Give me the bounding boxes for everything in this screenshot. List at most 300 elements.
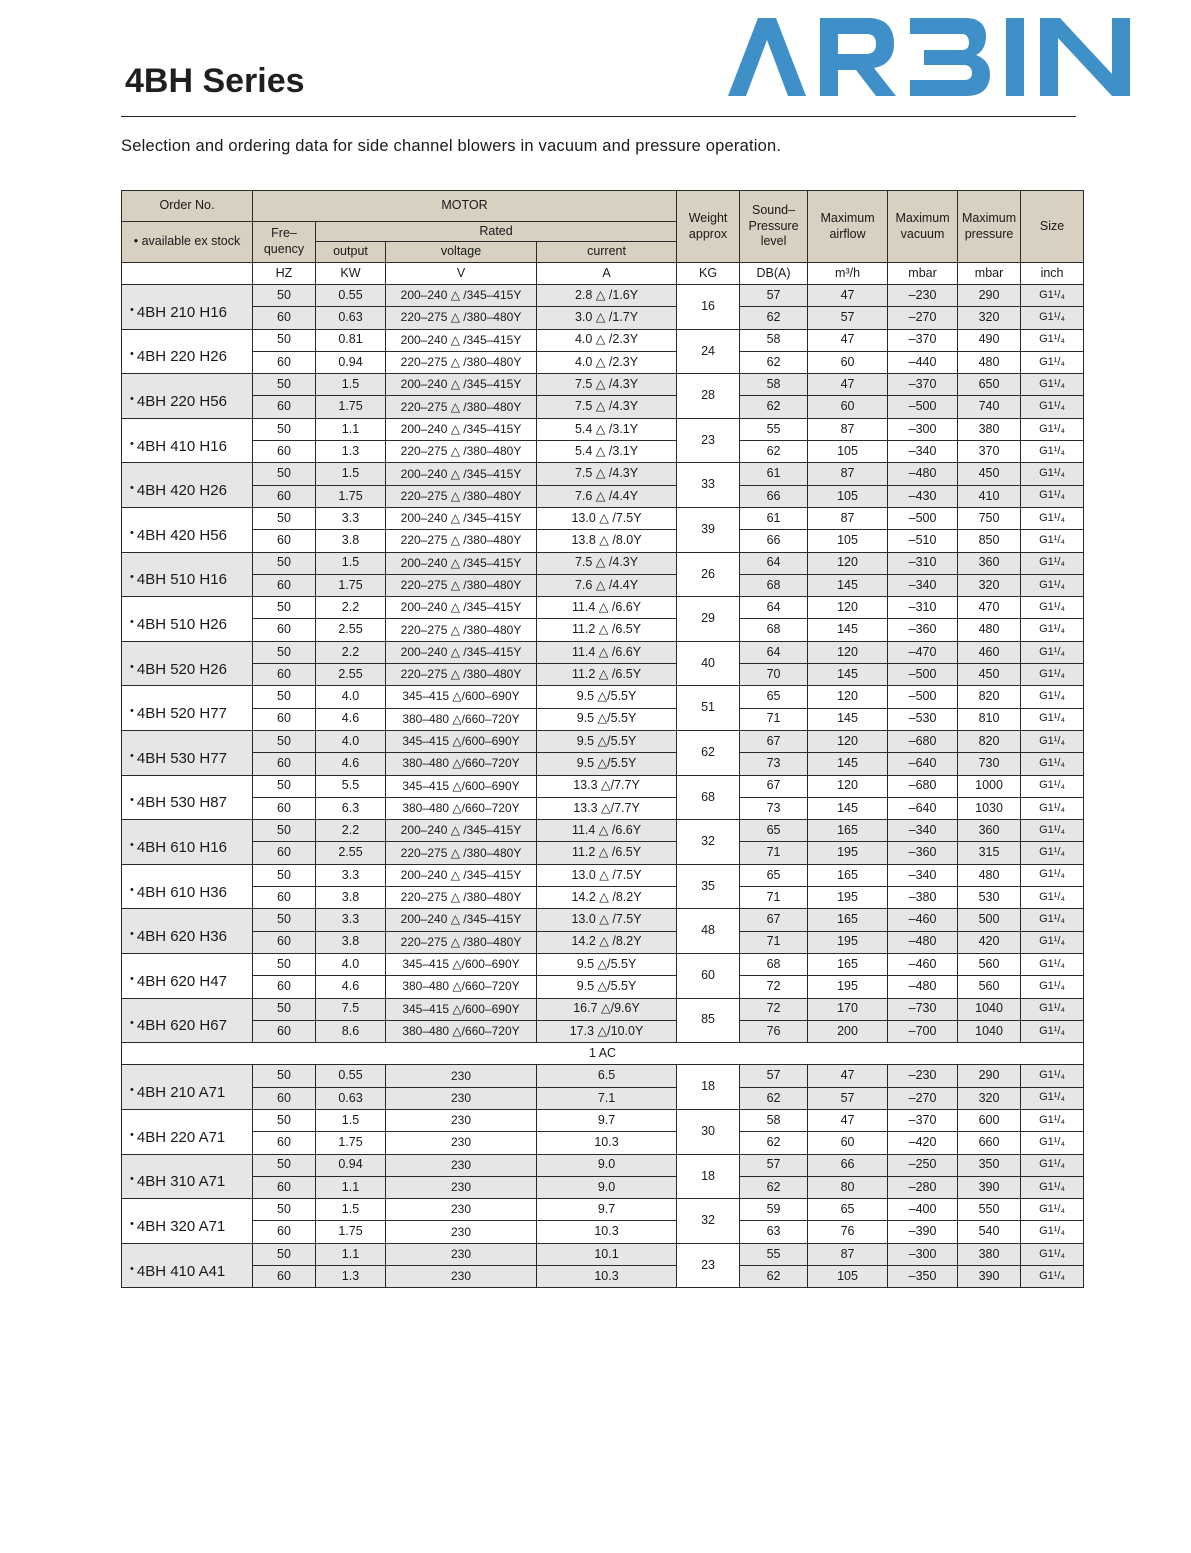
stock-bullet-icon: •: [130, 571, 134, 584]
model-cell: [122, 552, 253, 597]
frequency-cell: 50: [253, 1065, 316, 1087]
voltage-cell: 200–240 △ /345–415Y: [386, 864, 537, 886]
voltage-cell: 220–275 △ /380–480Y: [386, 574, 537, 596]
stock-bullet-icon: •: [130, 660, 134, 673]
sound-cell: 61: [740, 507, 808, 529]
frequency-cell: 50: [253, 1243, 316, 1265]
vacuum-cell: –390: [888, 1221, 958, 1243]
current-cell: 4.0 △ /2.3Y: [537, 351, 677, 373]
output-cell: 1.5: [316, 1109, 386, 1131]
output-header: output: [316, 242, 386, 263]
output-cell: 1.75: [316, 574, 386, 596]
output-cell: 4.6: [316, 708, 386, 730]
table-row: [122, 463, 1084, 485]
vacuum-cell: –230: [888, 1065, 958, 1087]
frequency-cell: 60: [253, 753, 316, 775]
voltage-cell: 380–480 △/660–720Y: [386, 708, 537, 730]
voltage-cell: 230: [386, 1221, 537, 1243]
table-row: [122, 887, 1084, 909]
stock-bullet-icon: •: [130, 526, 134, 539]
current-cell: 9.5 △/5.5Y: [537, 753, 677, 775]
weight-cell: 18: [677, 1154, 740, 1199]
output-cell: 6.3: [316, 797, 386, 819]
size-cell: G1¹/₄: [1021, 441, 1084, 463]
output-cell: 1.5: [316, 552, 386, 574]
airflow-cell: 200: [808, 1020, 888, 1042]
pressure-cell: 810: [958, 708, 1021, 730]
output-cell: 1.1: [316, 418, 386, 440]
stock-bullet-icon: •: [130, 838, 134, 851]
size-cell: G1¹/₄: [1021, 329, 1084, 351]
frequency-cell: 60: [253, 307, 316, 329]
pressure-cell: 320: [958, 1087, 1021, 1109]
current-cell: 14.2 △ /8.2Y: [537, 931, 677, 953]
units-row: [122, 263, 1084, 285]
sound-cell: 57: [740, 285, 808, 307]
output-cell: 0.63: [316, 1087, 386, 1109]
output-cell: 1.75: [316, 1221, 386, 1243]
table-row: [122, 953, 1084, 975]
frequency-cell: 60: [253, 664, 316, 686]
pressure-cell: 360: [958, 552, 1021, 574]
frequency-cell: 50: [253, 552, 316, 574]
airflow-cell: 145: [808, 797, 888, 819]
table-row: [122, 507, 1084, 529]
output-cell: 1.75: [316, 1132, 386, 1154]
size-cell: G1¹/₄: [1021, 418, 1084, 440]
sound-cell: 71: [740, 931, 808, 953]
current-cell: 11.2 △ /6.5Y: [537, 619, 677, 641]
airflow-cell: 105: [808, 441, 888, 463]
stock-bullet-icon: •: [130, 1173, 134, 1186]
airflow-cell: 47: [808, 329, 888, 351]
airflow-cell: 195: [808, 887, 888, 909]
voltage-cell: 230: [386, 1087, 537, 1109]
size-cell: G1¹/₄: [1021, 730, 1084, 752]
frequency-cell: 60: [253, 842, 316, 864]
airflow-cell: 87: [808, 463, 888, 485]
sound-cell: 68: [740, 574, 808, 596]
output-cell: 0.94: [316, 351, 386, 373]
pressure-cell: 740: [958, 396, 1021, 418]
frequency-cell: 60: [253, 887, 316, 909]
output-cell: 0.55: [316, 285, 386, 307]
vacuum-cell: –340: [888, 574, 958, 596]
model-name: 4BH 620 H47: [136, 972, 227, 990]
current-cell: 7.5 △ /4.3Y: [537, 463, 677, 485]
table-row: [122, 619, 1084, 641]
size-cell: G1¹/₄: [1021, 619, 1084, 641]
airflow-cell: 120: [808, 641, 888, 663]
table-row: [122, 418, 1084, 440]
voltage-cell: 220–275 △ /380–480Y: [386, 619, 537, 641]
airflow-cell: 60: [808, 351, 888, 373]
vacuum-cell: –680: [888, 775, 958, 797]
voltage-cell: 345–415 △/600–690Y: [386, 953, 537, 975]
vacuum-cell: –360: [888, 842, 958, 864]
stock-bullet-icon: •: [130, 928, 134, 941]
current-cell: 2.8 △ /1.6Y: [537, 285, 677, 307]
sound-cell: 66: [740, 530, 808, 552]
frequency-cell: 50: [253, 641, 316, 663]
sound-cell: 58: [740, 1109, 808, 1131]
unit-order-no: [122, 263, 253, 285]
model-cell: [122, 285, 253, 330]
airflow-cell: 145: [808, 664, 888, 686]
airflow-cell: 120: [808, 552, 888, 574]
voltage-cell: 220–275 △ /380–480Y: [386, 530, 537, 552]
sound-cell: 62: [740, 1132, 808, 1154]
airflow-cell: 195: [808, 931, 888, 953]
size-cell: G1¹/₄: [1021, 597, 1084, 619]
stock-bullet-icon: •: [130, 1084, 134, 1097]
output-cell: 4.0: [316, 686, 386, 708]
available-note-header: • available ex stock: [122, 222, 253, 263]
vacuum-cell: –460: [888, 953, 958, 975]
voltage-cell: 200–240 △ /345–415Y: [386, 597, 537, 619]
size-cell: G1¹/₄: [1021, 285, 1084, 307]
size-cell: G1¹/₄: [1021, 887, 1084, 909]
model-cell: [122, 597, 253, 642]
sound-cell: 58: [740, 329, 808, 351]
current-cell: 5.4 △ /3.1Y: [537, 441, 677, 463]
voltage-cell: 220–275 △ /380–480Y: [386, 351, 537, 373]
table-row: [122, 730, 1084, 752]
sound-cell: 68: [740, 953, 808, 975]
voltage-cell: 200–240 △ /345–415Y: [386, 507, 537, 529]
model-name: 4BH 620 H36: [136, 928, 227, 946]
weight-cell: 48: [677, 909, 740, 954]
model-cell: [122, 820, 253, 865]
frequency-cell: 60: [253, 530, 316, 552]
weight-cell: 32: [677, 1199, 740, 1244]
vacuum-cell: –430: [888, 485, 958, 507]
size-cell: G1¹/₄: [1021, 1154, 1084, 1176]
frequency-cell: 50: [253, 285, 316, 307]
sound-cell: 59: [740, 1199, 808, 1221]
voltage-cell: 380–480 △/660–720Y: [386, 976, 537, 998]
voltage-cell: 230: [386, 1266, 537, 1288]
output-cell: 0.94: [316, 1154, 386, 1176]
current-cell: 9.7: [537, 1109, 677, 1131]
current-cell: 9.5 △/5.5Y: [537, 730, 677, 752]
sound-cell: 55: [740, 418, 808, 440]
current-cell: 10.3: [537, 1221, 677, 1243]
sound-cell: 72: [740, 976, 808, 998]
current-cell: 9.5 △/5.5Y: [537, 953, 677, 975]
pressure-cell: 660: [958, 1132, 1021, 1154]
vacuum-cell: –310: [888, 552, 958, 574]
airflow-cell: 65: [808, 1199, 888, 1221]
current-cell: 7.5 △ /4.3Y: [537, 396, 677, 418]
size-cell: G1¹/₄: [1021, 641, 1084, 663]
model-cell: [122, 418, 253, 463]
stock-bullet-icon: •: [130, 393, 134, 406]
airflow-cell: 57: [808, 307, 888, 329]
frequency-cell: 60: [253, 396, 316, 418]
frequency-cell: 60: [253, 351, 316, 373]
current-cell: 7.5 △ /4.3Y: [537, 552, 677, 574]
voltage-cell: 230: [386, 1132, 537, 1154]
airflow-header: Maximum airflow: [808, 191, 888, 263]
pressure-cell: 750: [958, 507, 1021, 529]
sound-cell: 57: [740, 1065, 808, 1087]
frequency-cell: 60: [253, 1132, 316, 1154]
sound-cell: 67: [740, 775, 808, 797]
vacuum-cell: –500: [888, 396, 958, 418]
current-cell: 11.2 △ /6.5Y: [537, 664, 677, 686]
pressure-cell: 290: [958, 1065, 1021, 1087]
size-cell: G1¹/₄: [1021, 998, 1084, 1020]
size-cell: G1¹/₄: [1021, 1065, 1084, 1087]
voltage-cell: 220–275 △ /380–480Y: [386, 307, 537, 329]
output-cell: 2.2: [316, 641, 386, 663]
voltage-cell: 200–240 △ /345–415Y: [386, 641, 537, 663]
vacuum-cell: –500: [888, 686, 958, 708]
airflow-cell: 47: [808, 285, 888, 307]
stock-bullet-icon: •: [130, 883, 134, 896]
output-cell: 1.1: [316, 1176, 386, 1198]
table-row: [122, 396, 1084, 418]
airflow-cell: 87: [808, 1243, 888, 1265]
model-name: 4BH 410 A41: [136, 1262, 226, 1280]
pressure-cell: 480: [958, 619, 1021, 641]
model-name: 4BH 620 H67: [136, 1017, 227, 1035]
sound-cell: 62: [740, 1176, 808, 1198]
airflow-cell: 47: [808, 1109, 888, 1131]
airflow-cell: 76: [808, 1221, 888, 1243]
output-cell: 1.1: [316, 1243, 386, 1265]
frequency-cell: 50: [253, 1109, 316, 1131]
stock-bullet-icon: •: [130, 616, 134, 628]
model-cell: [122, 1199, 253, 1244]
model-name: 4BH 220 H26: [136, 348, 227, 366]
size-cell: G1¹/₄: [1021, 530, 1084, 552]
frequency-cell: 50: [253, 730, 316, 752]
table-header: [122, 191, 1084, 285]
unit-current: A: [537, 263, 677, 285]
output-cell: 4.0: [316, 953, 386, 975]
voltage-cell: 220–275 △ /380–480Y: [386, 485, 537, 507]
vacuum-cell: –310: [888, 597, 958, 619]
table-row: [122, 775, 1084, 797]
vacuum-cell: –340: [888, 864, 958, 886]
model-name: 4BH 530 H87: [136, 794, 227, 812]
weight-cell: 51: [677, 686, 740, 731]
voltage-cell: 200–240 △ /345–415Y: [386, 552, 537, 574]
model-name: 4BH 510 H16: [136, 571, 227, 589]
vacuum-cell: –480: [888, 931, 958, 953]
pressure-cell: 550: [958, 1199, 1021, 1221]
airflow-cell: 60: [808, 396, 888, 418]
frequency-cell: 60: [253, 1176, 316, 1198]
airflow-cell: 105: [808, 1266, 888, 1288]
voltage-cell: 380–480 △/660–720Y: [386, 797, 537, 819]
voltage-cell: 230: [386, 1176, 537, 1198]
sound-cell: 62: [740, 441, 808, 463]
output-cell: 0.81: [316, 329, 386, 351]
order-no-header: Order No.: [122, 191, 253, 222]
airflow-cell: 120: [808, 775, 888, 797]
current-cell: 9.0: [537, 1176, 677, 1198]
size-cell: G1¹/₄: [1021, 708, 1084, 730]
stock-bullet-icon: •: [130, 1262, 134, 1275]
airflow-cell: 145: [808, 708, 888, 730]
pressure-cell: 540: [958, 1221, 1021, 1243]
voltage-cell: 220–275 △ /380–480Y: [386, 887, 537, 909]
vacuum-cell: –370: [888, 1109, 958, 1131]
table-row: [122, 686, 1084, 708]
output-cell: 2.2: [316, 820, 386, 842]
output-cell: 2.55: [316, 842, 386, 864]
current-cell: 11.4 △ /6.6Y: [537, 820, 677, 842]
current-cell: 5.4 △ /3.1Y: [537, 418, 677, 440]
pressure-header: Maximum pressure: [958, 191, 1021, 263]
size-cell: G1¹/₄: [1021, 574, 1084, 596]
stock-bullet-icon: •: [130, 794, 134, 807]
table-row: [122, 864, 1084, 886]
current-cell: 3.0 △ /1.7Y: [537, 307, 677, 329]
current-cell: 9.5 △/5.5Y: [537, 686, 677, 708]
unit-weight: KG: [677, 263, 740, 285]
voltage-cell: 200–240 △ /345–415Y: [386, 418, 537, 440]
current-cell: 11.4 △ /6.6Y: [537, 641, 677, 663]
vacuum-cell: –640: [888, 797, 958, 819]
model-name: 4BH 510 H26: [136, 616, 227, 633]
sound-cell: 73: [740, 753, 808, 775]
model-cell: [122, 909, 253, 954]
output-cell: 3.3: [316, 909, 386, 931]
voltage-cell: 345–415 △/600–690Y: [386, 998, 537, 1020]
unit-size: inch: [1021, 263, 1084, 285]
table-row: [122, 708, 1084, 730]
airflow-cell: 165: [808, 909, 888, 931]
pressure-cell: 480: [958, 864, 1021, 886]
table-row: [122, 574, 1084, 596]
sound-cell: 71: [740, 842, 808, 864]
airflow-cell: 165: [808, 864, 888, 886]
current-cell: 7.6 △ /4.4Y: [537, 485, 677, 507]
vacuum-cell: –350: [888, 1266, 958, 1288]
stock-bullet-icon: •: [130, 1218, 134, 1231]
vacuum-cell: –270: [888, 1087, 958, 1109]
frequency-cell: 60: [253, 1020, 316, 1042]
frequency-cell: 50: [253, 820, 316, 842]
model-name: 4BH 520 H77: [136, 705, 227, 723]
table-row: [122, 1065, 1084, 1087]
sound-header: Sound– Pressure level: [740, 191, 808, 263]
sound-cell: 71: [740, 708, 808, 730]
table-row: [122, 820, 1084, 842]
vacuum-cell: –500: [888, 664, 958, 686]
pressure-cell: 1030: [958, 797, 1021, 819]
airflow-cell: 80: [808, 1176, 888, 1198]
model-name: 4BH 210 H16: [136, 303, 227, 321]
sound-cell: 65: [740, 864, 808, 886]
output-cell: 1.5: [316, 374, 386, 396]
sound-cell: 62: [740, 1087, 808, 1109]
airflow-cell: 66: [808, 1154, 888, 1176]
voltage-cell: 200–240 △ /345–415Y: [386, 909, 537, 931]
vacuum-cell: –500: [888, 507, 958, 529]
frequency-cell: 50: [253, 463, 316, 485]
airflow-cell: 105: [808, 485, 888, 507]
airflow-cell: 47: [808, 374, 888, 396]
table-caption: Selection and ordering data for side channel blowers in vacuum and pressure operation.: [121, 137, 782, 155]
size-cell: G1¹/₄: [1021, 396, 1084, 418]
section-label: 1 AC: [122, 1043, 1084, 1065]
stock-bullet-icon: •: [130, 749, 134, 762]
pressure-cell: 850: [958, 530, 1021, 552]
table-row: [122, 1199, 1084, 1221]
pressure-cell: 380: [958, 418, 1021, 440]
model-cell: [122, 1065, 253, 1110]
size-cell: G1¹/₄: [1021, 797, 1084, 819]
pressure-cell: 490: [958, 329, 1021, 351]
model-cell: [122, 507, 253, 552]
voltage-cell: 345–415 △/600–690Y: [386, 775, 537, 797]
model-cell: [122, 1109, 253, 1154]
size-cell: G1¹/₄: [1021, 753, 1084, 775]
model-name: 4BH 220 H56: [136, 393, 227, 411]
model-name: 4BH 420 H26: [136, 482, 227, 500]
table-row: [122, 1154, 1084, 1176]
frequency-cell: 50: [253, 507, 316, 529]
pressure-cell: 1040: [958, 1020, 1021, 1042]
pressure-cell: 450: [958, 664, 1021, 686]
output-cell: 1.75: [316, 396, 386, 418]
frequency-cell: 50: [253, 1154, 316, 1176]
size-cell: G1¹/₄: [1021, 351, 1084, 373]
table-row: [122, 441, 1084, 463]
model-cell: [122, 864, 253, 909]
airflow-cell: 120: [808, 597, 888, 619]
arbin-logo: [728, 16, 1130, 98]
table-row: [122, 641, 1084, 663]
pressure-cell: 600: [958, 1109, 1021, 1131]
sound-cell: 62: [740, 351, 808, 373]
size-cell: G1¹/₄: [1021, 842, 1084, 864]
frequency-cell: 60: [253, 441, 316, 463]
pressure-cell: 380: [958, 1243, 1021, 1265]
stock-bullet-icon: •: [130, 1017, 134, 1030]
pressure-cell: 290: [958, 285, 1021, 307]
size-cell: G1¹/₄: [1021, 1176, 1084, 1198]
voltage-cell: 230: [386, 1243, 537, 1265]
rated-header: Rated: [316, 222, 677, 242]
table-row: [122, 976, 1084, 998]
weight-cell: 60: [677, 953, 740, 998]
size-cell: G1¹/₄: [1021, 1020, 1084, 1042]
frequency-cell: 60: [253, 1221, 316, 1243]
sound-cell: 65: [740, 686, 808, 708]
size-cell: G1¹/₄: [1021, 953, 1084, 975]
model-cell: [122, 730, 253, 775]
vacuum-cell: –470: [888, 641, 958, 663]
voltage-cell: 230: [386, 1154, 537, 1176]
unit-voltage: V: [386, 263, 537, 285]
pressure-cell: 450: [958, 463, 1021, 485]
size-cell: G1¹/₄: [1021, 864, 1084, 886]
model-name: 4BH 530 H77: [136, 749, 227, 767]
airflow-cell: 195: [808, 842, 888, 864]
sound-cell: 64: [740, 552, 808, 574]
vacuum-cell: –300: [888, 418, 958, 440]
frequency-cell: 60: [253, 1266, 316, 1288]
vacuum-cell: –420: [888, 1132, 958, 1154]
vacuum-cell: –730: [888, 998, 958, 1020]
table-row: [122, 753, 1084, 775]
